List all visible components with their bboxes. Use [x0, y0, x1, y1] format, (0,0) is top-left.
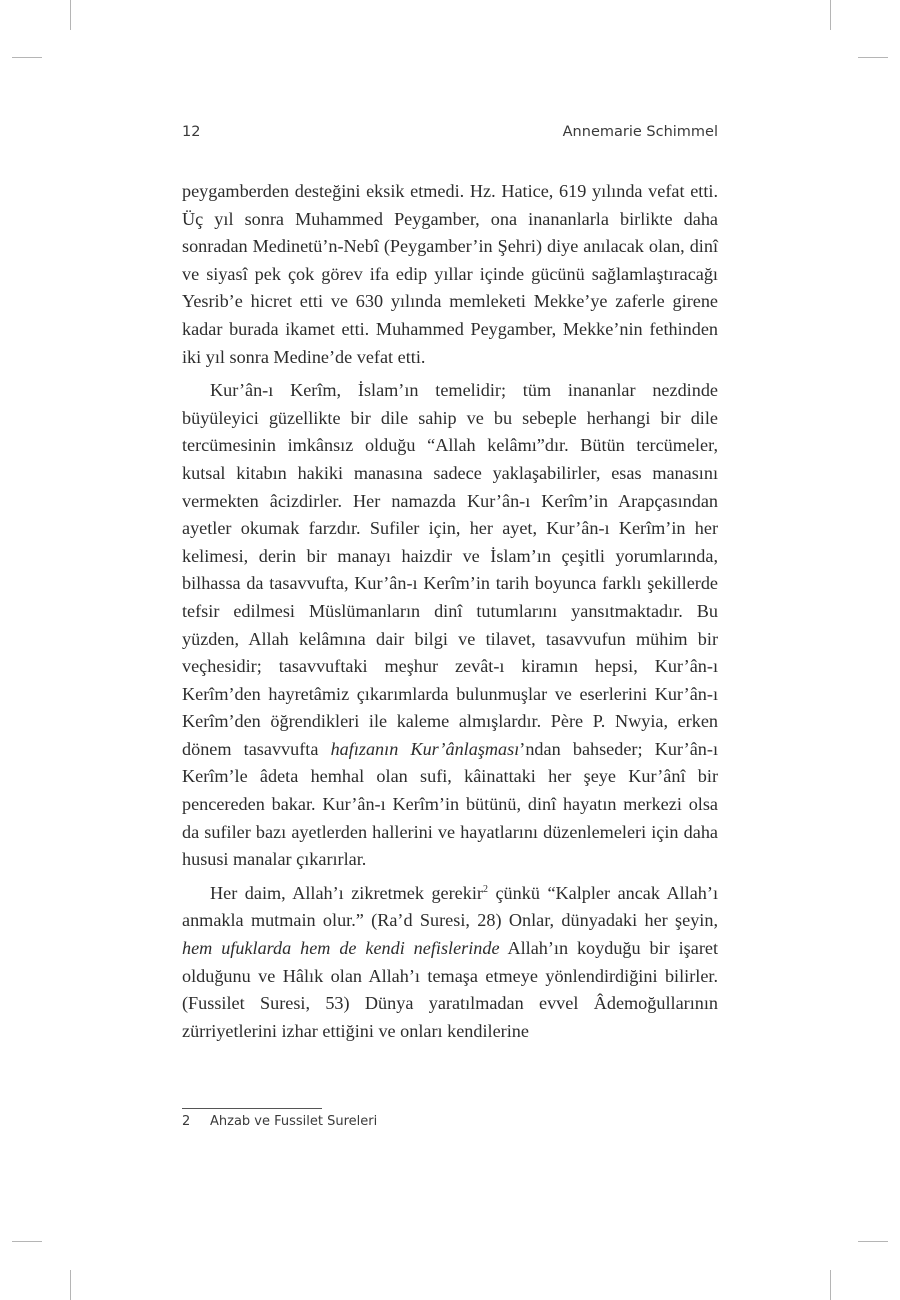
- crop-mark-top-right-h: [858, 57, 888, 58]
- footnote: [182, 1114, 718, 1129]
- paragraph: [182, 377, 718, 874]
- paragraph: [182, 880, 718, 1046]
- text-segment: Kur’ân-ı Kerîm, İslam’ın temelidir; tüm inananlar nezdinde büyüleyici güzellikte bir dile sahip ve bu sebeple herhangi bir dile tercümesinin imkânsız olduğu “Allah kelâmı”dır. Bütün tercümeler, kutsal kitabın hakiki manasına sadece yaklaşabilirler, esas manasını vermekten âcizdirler. Her namazda Kur’ân-ı Kerîm’in Arapçasından ayetler okumak farzdır. Sufiler için, her ayet, Kur’ân-ı Kerîm’in her kelimesi, derin bir manayı haizdir ve İslam’ın çeşitli yorumlarında, bilhassa da tasavvufta, Kur’ân-ı Kerîm’in tarih boyunca farklı şekillerde tefsir edilmesi Müslümanların dinî tutumlarını yansıtmaktadır. Bu yüzden, Allah kelâmına dair bilgi ve tilavet, tasavvufun mühim bir veçhesidir; tasavvuftaki meşhur zevât-ı kiramın hepsi, Kur’ân-ı Kerîm’den hayretâmiz çıkarımlarda bulunmuşlar ve eserlerini Kur’ân-ı Kerîm’den öğrendikleri ile kaleme almışlardır. Père P. Nwyia, erken dönem tasavvufta: [182, 380, 718, 759]
- running-head-author: Annemarie Schimmel: [562, 124, 718, 140]
- footnote-ref: 2: [482, 883, 488, 895]
- body-text: [182, 178, 718, 1051]
- crop-mark-top-right: [830, 0, 831, 30]
- italic-text: hem ufuklarda hem de kendi nefislerinde: [182, 938, 500, 959]
- crop-mark-top-left: [70, 0, 71, 30]
- crop-mark-top-left-h: [12, 57, 42, 58]
- text-segment: Allah’ın koyduğu bir işaret olduğunu ve Hâlık olan Allah’ı temaşa etmeye yönlendirdiğini bilirler. (Fussilet Suresi, 53) Dünya yaratılmadan evvel Âdemoğullarının zürriyetlerini izhar ettiğini ve onları kendilerine: [182, 938, 718, 1041]
- footnote-number: 2: [182, 1114, 191, 1129]
- text-segment: Her daim, Allah’ı zikretmek gerekir: [210, 882, 483, 903]
- crop-mark-bottom-left-h: [12, 1241, 42, 1242]
- footnote-text: Ahzab ve Fussilet Sureleri: [210, 1114, 378, 1129]
- running-head: [182, 124, 718, 146]
- crop-mark-bottom-right: [830, 1270, 831, 1300]
- text-segment: peygamberden desteğini eksik etmedi. Hz. Hatice, 619 yılında vefat etti. Üç yıl sonra Muhammed Peygamber, ona inananlarla birlikte daha sonradan Medinetü’n-Nebî (Peygamber’in Şehri) diye anılacak olan, dinî ve siyasî pek çok görev ifa edip yıllar içinde gücünü sağlamlaştıracağı Yesrib’e hicret etti ve 630 yılında memleketi Mekke’ye zaferle girene kadar burada ikamet etti. Muhammed Peygamber, Mekke’nin fethinden iki yıl sonra Medine’de vefat etti.: [182, 181, 718, 367]
- page-number: 12: [182, 124, 201, 140]
- crop-mark-bottom-right-h: [858, 1241, 888, 1242]
- text-segment: ’ndan bahseder; Kur’ân-ı Kerîm’le âdeta hemhal olan sufi, kâinattaki her şeye Kur’ânî bir pencereden bakar. Kur’ân-ı Kerîm’in bütünü, dinî hayatın merkezi olsa da sufiler bazı ayetlerden hallerini ve hayatlarını düzenlemeleri için daha hususi manalar çıkarırlar.: [182, 738, 718, 870]
- text-segment: çünkü “Kalpler ancak Allah’ı anmakla mutmain olur.” (Ra’d Suresi, 28) Onlar, dünyadaki her şeyin,: [182, 882, 718, 931]
- paragraph: [182, 178, 718, 371]
- italic-text: hafızanın Kur’ânlaşması: [330, 738, 520, 759]
- footnote-rule: [182, 1108, 322, 1109]
- crop-mark-bottom-left: [70, 1270, 71, 1300]
